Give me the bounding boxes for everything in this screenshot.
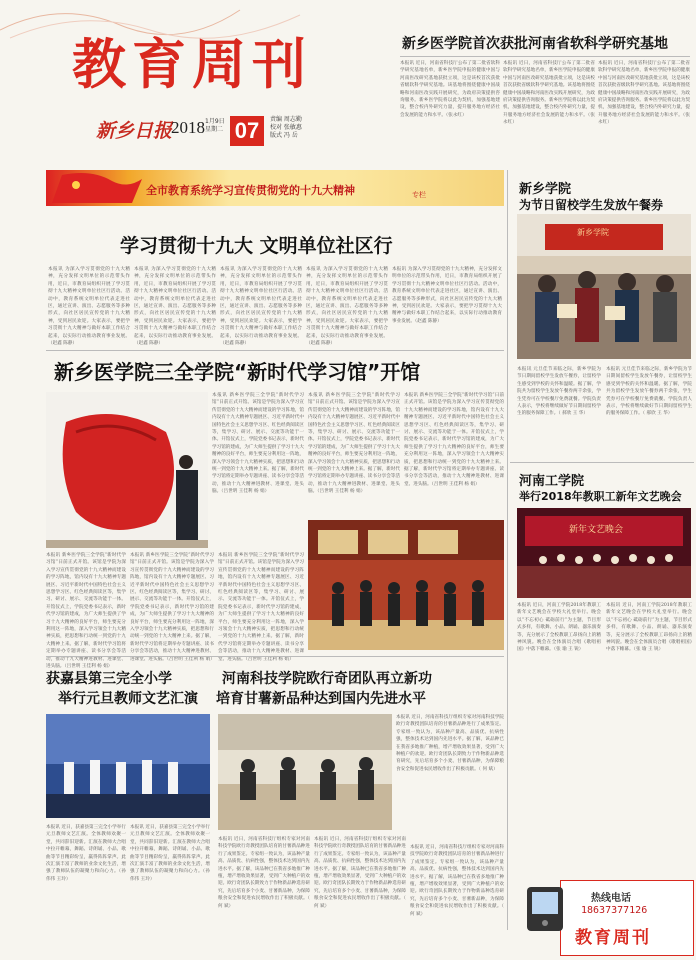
hall-photo (46, 392, 208, 548)
sweet-potato-headline-1: 河南科技学院欧行奇团队再立新功 (222, 671, 432, 687)
sweet-potato-headline-2: 培育甘薯新品种达到国内先进水平 (216, 691, 426, 707)
henan-tech-headline-2: 举行2018年教职工新年文艺晚会 (519, 490, 682, 503)
henan-tech-photo (517, 508, 691, 598)
xinxiang-college-body-col1: 本报讯 元旦佳节来临之际，新乡学院为节日期间留校学生发放午餐券，让留校学生感受到学校的关怀和温暖。据了解，学院共为留校学生发放午餐券两千余张，学生凭券可在学校餐厅免费就餐。学院负责人表示，学校将继续做好节日期间留校学生的服务保障工作。（ 郝欣 王 华） (517, 367, 601, 417)
third-primary-headline-1: 获嘉县第三完全小学 (46, 671, 172, 687)
expert-meeting-photo-icon (218, 714, 392, 830)
hall-body-col1: 本报讯 新乡医学院三全学院“新时代学习馆”日前正式开馆。该馆是学院为深入学习宣传贯彻党的十九大精神而建设的学习阵地，馆内设有十九大精神专题展区、习近平新时代中国特色社会主义思想学习区、红色经典阅读区等，集学习、研讨、展示、交流等功能于一体。开馆仪式上，学院党委书记表示，新时代学习馆的建成，为广大师生提供了学习十九大精神的良好平台，师生要充分利用这一阵地，深入学习领会十九大精神实质，把思想和行动统一到党的十九大精神上来。据了解，新时代学习馆将定期举办专题讲座、读书分享会等活动，推动十九大精神进教材、进课堂、进头脑。（吕世明 王佳利 杨 娟） (212, 393, 304, 495)
xinxiang-college-headline-1: 新乡学院 (519, 182, 572, 197)
henan-tech-body-col1: 本报讯 近日，河南工学院2018年教职工新年文艺晚会在学校大礼堂举行。晚会以“不忘初心 砥砺前行”为主题，节目形式多样，有歌舞、小品、朗诵、器乐演奏等，充分展示了全校教职工昂扬向上的精神风貌。晚会在全体演员合唱《歌唱祖国》中落下帷幕。（张 瑜 王 锐） (517, 603, 601, 653)
xinxiang-college-body-col2: 本报讯 元旦佳节来临之际，新乡学院为节日期间留校学生发放午餐券，让留校学生感受到学校的关怀和温暖。据了解，学院共为留校学生发放午餐券两千余张，学生凭券可在学校餐厅免费就餐。学院负责人表示，学校将继续做好节日期间留校学生的服务保障工作。（ 郝欣 王 华） (606, 367, 692, 417)
study-body-col2: 本报讯 为深入学习贯彻党的十九大精神，充分发挥文明单位的示范带头作用，近日，市教育局组织开展了学习贯彻十九大精神文明单位社区行活动。活动中，教育系统文明单位代表走进社区，通过宣讲、演出、志愿服务等多种形式，向社区居民宣传党的十九大精神，受到居民欢迎。大家表示，要把学习贯彻十九大精神与做好本职工作结合起来，以实际行动推动教育事业发展。（赵鑫 陈静） (134, 267, 216, 347)
divider (46, 350, 504, 351)
exhibition-hall-photo-icon (308, 520, 504, 650)
hall-body-col5: 本报讯 新乡医学院三全学院“新时代学习馆”日前正式开馆。该馆是学院为深入学习宣传贯彻党的十九大精神而建设的学习阵地，馆内设有十九大精神专题展区、习近平新时代中国特色社会主义思想学习区、红色经典阅读区等，集学习、研讨、展示、交流等功能于一体。开馆仪式上，学院党委书记表示，新时代学习馆的建成，为广大师生提供了学习十九大精神的良好平台，师生要充分利用这一阵地，深入学习领会十九大精神实质，把思想和行动统一到党的十九大精神上来。据了解，新时代学习馆将定期举办专题讲座、读书分享会等活动，推动十九大精神进教材、进课堂、进头脑。（吕世明 王佳利 杨 娟） (130, 553, 215, 662)
sweet-potato-body-col3: 本报讯 近日，河南省科技厅组织专家对河南科技学院欧行奇教授团队培育的甘薯新品种进行了成果鉴定。专家组一致认为，该品种产量高、品质优、抗病性强，整体技术达到国内先进水平。据了解，该品种已在我省多地推广种植，增产增收效果显著，受到广大种植户的欢迎。欧行奇团队长期致力于作物新品种选育研究，先后培育多个小麦、甘薯新品种，为保障粮食安全和促进农民增收作出了积极贡献。（ 何 斌） (314, 837, 408, 909)
third-primary-body-col1: 本报讯 近日，获嘉县第三完全小学举行元旦教师文艺汇演。全体教师欢聚一堂，共同辞旧迎新。汇演在教师大合唱中拉开帷幕，舞蹈、诗朗诵、小品、歌曲等节目精彩纷呈，赢得阵阵掌声。此次汇演丰富了教师的业余文化生活，增强了教师队伍的凝聚力和向心力。（孙伟伟 王玲） (46, 825, 126, 882)
issue-date (205, 118, 225, 134)
study-body-col3: 本报讯 为深入学习贯彻党的十九大精神，充分发挥文明单位的示范带头作用，近日，市教育局组织开展了学习贯彻十九大精神文明单位社区行活动。活动中，教育系统文明单位代表走进社区，通过宣讲、演出、志愿服务等多种形式，向社区居民宣传党的十九大精神，受到居民欢迎。大家表示，要把学习贯彻十九大精神与做好本职工作结合起来，以实际行动推动教育事业发展。（赵鑫 陈静） (220, 267, 302, 347)
banner-text: 全市教育系统学习宣传贯彻党的十九大精神 (146, 184, 355, 197)
dance-performance-photo-icon (46, 714, 210, 818)
hall-headline: 新乡医学院三全学院“新时代学习馆”开馆 (54, 360, 421, 384)
masthead (0, 0, 340, 150)
phone-illustration-icon (517, 877, 577, 937)
study-body-col1: 本报讯 为深入学习贯彻党的十九大精神，充分发挥文明单位的示范带头作用，近日，市教育局组织开展了学习贯彻十九大精神文明单位社区行活动。活动中，教育系统文明单位代表走进社区，通过宣讲、演出、志愿服务等多种形式，向社区居民宣传党的十九大精神，受到居民欢迎。大家表示，要把学习贯彻十九大精神与做好本职工作结合起来，以实际行动推动教育事业发展。（赵鑫 陈静） (48, 267, 130, 347)
xinxiang-college-photo (517, 214, 691, 359)
evening-banner-text: 新年文艺晚会 (569, 525, 624, 535)
hotline-number: 18637377126 (581, 905, 648, 916)
xinxiang-college-headline-2: 为节日留校学生发放午餐券 (519, 198, 664, 212)
third-primary-photo (46, 714, 210, 818)
third-primary-headline-2: 举行元旦教师文艺汇演 (58, 691, 198, 707)
henan-tech-body-col2: 本报讯 近日，河南工学院2018年教职工新年文艺晚会在学校大礼堂举行。晚会以“不忘初心 砥砺前行”为主题，节目形式多样，有歌舞、小品、朗诵、器乐演奏等，充分展示了全校教职工昂扬向上的精神风貌。晚会在全体演员合唱《歌唱祖国》中落下帷幕。（张 瑜 王 锐） (606, 603, 692, 653)
masthead-title: 教育周刊 (72, 33, 312, 96)
xinxiang-college-photo-caption: 新乡学院 (577, 228, 609, 237)
top-right-body-col2: 本报讯 近日，河南省科技厅公布了第二批省软科学研究基地名单，新乡医学院申报的健康中国与河南医改研究基地获批立项，这是该校首次获批省级软科学研究基地。该基地将围绕健康中国战略和河南医改实践开展研究，为政府决策提供咨询服务。新乡医学院将以此为契机，加强基地建设，整合校内外研究力量，提升服务地方经济社会发展的能力和水平。（张永红） (503, 61, 595, 126)
hotline-box (560, 880, 694, 956)
top-right-body: 本报讯 近日，河南省科技厅公布了第二批省软科学研究基地名单，新乡医学院申报的健康中国与河南医改研究基地获批立项，这是该校首次获批省级软科学研究基地。该基地将围绕健康中国战略和河南医改实践开展研究，为政府决策提供咨询服务。新乡医学院将以此为契机，加强基地建设，整合校内外研究力量，提升服务地方经济社会发展的能力和水平。（张永红） (400, 61, 500, 118)
sweet-potato-body-col4: 本报讯 近日，河南省科技厅组织专家对河南科技学院欧行奇教授团队培育的甘薯新品种进行了成果鉴定。专家组一致认为，该品种产量高、品质优、抗病性强，整体技术达到国内先进水平。据了解，该品种已在我省多地推广种植，增产增收效果显著，受到广大种植户的欢迎。欧行奇团队长期致力于作物新品种选育研究，先后培育多个小麦、甘薯新品种，为保障粮食安全和促进农民增收作出了积极贡献。（ 何 斌） (410, 845, 506, 917)
study-body-col4: 本报讯 为深入学习贯彻党的十九大精神，充分发挥文明单位的示范带头作用，近日，市教育局组织开展了学习贯彻十九大精神文明单位社区行活动。活动中，教育系统文明单位代表走进社区，通过宣讲、演出、志愿服务等多种形式，向社区居民宣传党的十九大精神，受到居民欢迎。大家表示，要把学习贯彻十九大精神与做好本职工作结合起来，以实际行动推动教育事业发展。（赵鑫 陈静） (306, 267, 388, 347)
sweet-potato-body-col1: 本报讯 近日，河南省科技厅组织专家对河南科技学院欧行奇教授团队培育的甘薯新品种进行了成果鉴定。专家组一致认为，该品种产量高、品质优、抗病性强，整体技术达到国内先进水平。据了解，该品种已在我省多地推广种植，增产增收效果显著，受到广大种植户的欢迎。欧行奇团队长期致力于作物新品种选育研究，先后培育多个小麦、甘薯新品种，为保障粮食安全和促进农民增收作出了积极贡献。（ 何 斌） (396, 715, 504, 772)
column-divider (507, 170, 508, 930)
unveiling-ceremony-photo-icon (46, 392, 208, 548)
divider (510, 462, 694, 463)
hall-body-col3: 本报讯 新乡医学院三全学院“新时代学习馆”日前正式开馆。该馆是学院为深入学习宣传贯彻党的十九大精神而建设的学习阵地，馆内设有十九大精神专题展区、习近平新时代中国特色社会主义思想学习区、红色经典阅读区等，集学习、研讨、展示、交流等功能于一体。开馆仪式上，学院党委书记表示，新时代学习馆的建成，为广大师生提供了学习十九大精神的良好平台，师生要充分利用这一阵地，深入学习领会十九大精神实质，把思想和行动统一到党的十九大精神上来。据了解，新时代学习馆将定期举办专题讲座、读书分享会等活动，推动十九大精神进教材、进课堂、进头脑。（吕世明 王佳利 杨 娟） (404, 393, 504, 487)
topic-banner (46, 170, 504, 206)
sweet-potato-body-col2: 本报讯 近日，河南省科技厅组织专家对河南科技学院欧行奇教授团队培育的甘薯新品种进行了成果鉴定。专家组一致认为，该品种产量高、品质优、抗病性强，整体技术达到国内先进水平。据了解，该品种已在我省多地推广种植，增产增收效果显著，受到广大种植户的欢迎。欧行奇团队长期致力于作物新品种选育研究，先后培育多个小麦、甘薯新品种，为保障粮食安全和促进农民增收作出了积极贡献。（ 何 斌） (218, 837, 312, 909)
study-body-col5: 本报讯 为深入学习贯彻党的十九大精神，充分发挥文明单位的示范带头作用，近日，市教育局组织开展了学习贯彻十九大精神文明单位社区行活动。活动中，教育系统文明单位代表走进社区，通过宣讲、演出、志愿服务等多种形式，向社区居民宣传党的十九大精神，受到居民欢迎。大家表示，要把学习贯彻十九大精神与做好本职工作结合起来，以实际行动推动教育事业发展。（赵鑫 陈静） (392, 267, 502, 324)
issue-month-day: 1月9日 (205, 118, 225, 125)
henan-tech-headline-1: 河南工学院 (519, 474, 585, 489)
hall-body-col6: 本报讯 新乡医学院三全学院“新时代学习馆”日前正式开馆。该馆是学院为深入学习宣传贯彻党的十九大精神而建设的学习阵地，馆内设有十九大精神专题展区、习近平新时代中国特色社会主义思想学习区、红色经典阅读区等，集学习、研讨、展示、交流等功能于一体。开馆仪式上，学院党委书记表示，新时代学习馆的建成，为广大师生提供了学习十九大精神的良好平台，师生要充分利用这一阵地，深入学习领会十九大精神实质，把思想和行动统一到党的十九大精神上来。据了解，新时代学习馆将定期举办专题讲座、读书分享会等活动，推动十九大精神进教材、进课堂、进头脑。（吕世明 王佳利 杨 娟） (218, 553, 304, 662)
hall-body-col4: 本报讯 新乡医学院三全学院“新时代学习馆”日前正式开馆。该馆是学院为深入学习宣传贯彻党的十九大精神而建设的学习阵地，馆内设有十九大精神专题展区、习近平新时代中国特色社会主义思想学习区、红色经典阅读区等，集学习、研讨、展示、交流等功能于一体。开馆仪式上，学院党委书记表示，新时代学习馆的建成，为广大师生提供了学习十九大精神的良好平台，师生要充分利用这一阵地，深入学习领会十九大精神实质，把思想和行动统一到党的十九大精神上来。据了解，新时代学习馆将定期举办专题讲座、读书分享会等活动，推动十九大精神进教材、进课堂、进头脑。（吕世明 王佳利 杨 娟） (46, 553, 126, 670)
newspaper-logo: 新乡日报 (96, 120, 173, 142)
flag-icon (52, 173, 142, 203)
third-primary-body-col2: 本报讯 近日，获嘉县第三完全小学举行元旦教师文艺汇演。全体教师欢聚一堂，共同辞旧迎新。汇演在教师大合唱中拉开帷幕，舞蹈、诗朗诵、小品、歌曲等节目精彩纷呈，赢得阵阵掌声。此次汇演丰富了教师的业余文化生活，增强了教师队伍的凝聚力和向心力。（孙伟伟 王玲） (130, 825, 210, 882)
masthead-year: 2018 (171, 118, 205, 137)
divider (400, 56, 690, 57)
hotline-brand: 教育周刊 (575, 928, 651, 948)
top-right-headline: 新乡医学院首次获批河南省软科学研究基地 (402, 36, 668, 52)
issue-weekday: 星期二 (205, 126, 224, 133)
hotline-label: 热线电话 (591, 893, 631, 904)
design-line: 校对 张敏惠 (270, 124, 302, 131)
study-headline: 学习贯彻十九大 文明单位社区行 (120, 235, 393, 257)
editor-credits (270, 116, 302, 140)
divider (46, 656, 504, 657)
top-right-body-col3: 本报讯 近日，河南省科技厅公布了第二批省软科学研究基地名单，新乡医学院申报的健康中国与河南医改研究基地获批立项，这是该校首次获批省级软科学研究基地。该基地将围绕健康中国战略和河南医改实践开展研究，为政府决策提供咨询服务。新乡医学院将以此为契机，加强基地建设，整合校内外研究力量，提升服务地方经济社会发展的能力和水平。（张永红） (598, 61, 690, 126)
hall-photo-2 (308, 520, 504, 650)
hall-body-col2: 本报讯 新乡医学院三全学院“新时代学习馆”日前正式开馆。该馆是学院为深入学习宣传贯彻党的十九大精神而建设的学习阵地，馆内设有十九大精神专题展区、习近平新时代中国特色社会主义思想学习区、红色经典阅读区等，集学习、研讨、展示、交流等功能于一体。开馆仪式上，学院党委书记表示，新时代学习馆的建成，为广大师生提供了学习十九大精神的良好平台，师生要充分利用这一阵地，深入学习领会十九大精神实质，把思想和行动统一到党的十九大精神上来。据了解，新时代学习馆将定期举办专题讲座、读书分享会等活动，推动十九大精神进教材、进课堂、进头脑。（吕世明 王佳利 杨 娟） (308, 393, 400, 495)
editor-line: 责编 周志勤 (270, 116, 302, 123)
sweet-potato-photo (218, 714, 392, 830)
banner-tag: 专栏 (412, 191, 426, 199)
proof-line: 版式 冯 岳 (270, 132, 298, 139)
page-number-box: 07 (230, 116, 264, 146)
